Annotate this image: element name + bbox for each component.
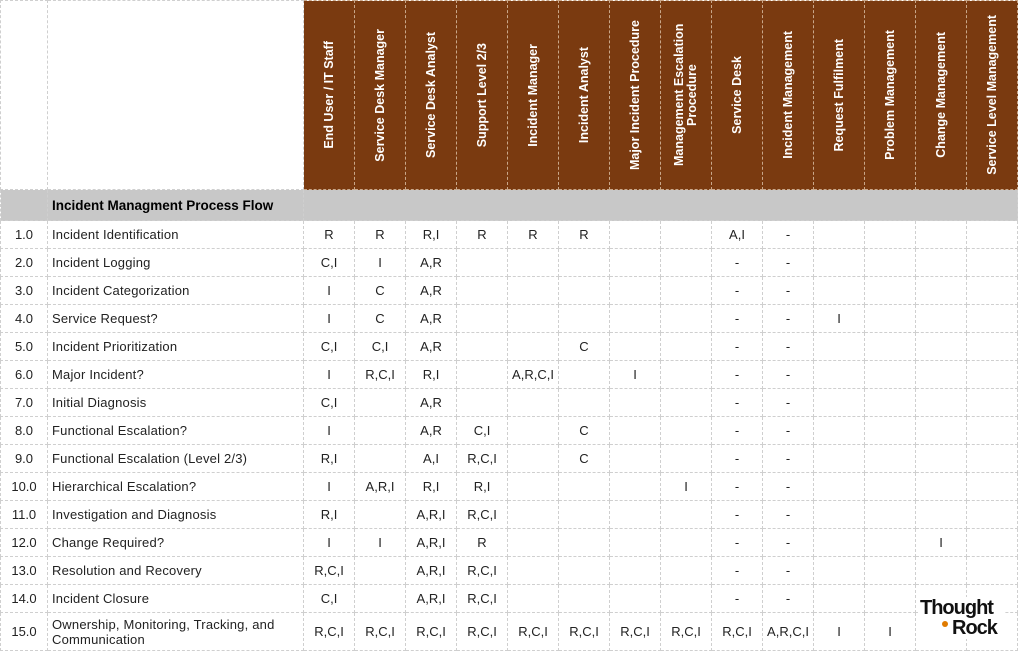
raci-cell [967,501,1018,529]
role-header-row [1,1,1018,190]
raci-cell: A,I [406,445,457,473]
raci-cell [559,585,610,613]
raci-cell [967,417,1018,445]
raci-cell: - [712,333,763,361]
role-header-label: Incident Analyst [576,46,591,144]
raci-cell: I [304,473,355,501]
raci-cell [967,445,1018,473]
table-row [1,557,1018,585]
task-name: Incident Closure [48,585,304,613]
raci-cell [865,585,916,613]
raci-cell: - [712,557,763,585]
task-name: Service Request? [48,305,304,333]
raci-cell: A,R [406,417,457,445]
raci-cell: C [559,445,610,473]
raci-cell: I [355,529,406,557]
task-name: Incident Logging [48,249,304,277]
raci-cell [559,529,610,557]
task-name: Major Incident? [48,361,304,389]
raci-cell [865,501,916,529]
raci-cell [916,445,967,473]
raci-cell [661,361,712,389]
role-header [457,1,508,190]
step-number: 15.0 [1,613,48,651]
raci-cell: R,C,I [457,501,508,529]
raci-cell: - [763,249,814,277]
raci-cell: R,I [406,361,457,389]
step-number: 6.0 [1,361,48,389]
role-header-label: Change Management [933,32,948,158]
raci-cell: A,R [406,277,457,305]
raci-cell: R,C,I [355,361,406,389]
raci-cell [508,389,559,417]
role-header-label: Service Desk [729,56,744,134]
task-name: Functional Escalation (Level 2/3) [48,445,304,473]
role-header-label: Request Fulfilment [831,38,846,152]
raci-cell: R [559,221,610,249]
raci-cell: R,I [304,501,355,529]
raci-cell [355,501,406,529]
role-header [814,1,865,190]
step-number: 1.0 [1,221,48,249]
raci-cell [814,585,865,613]
section-num-cell [1,190,48,221]
raci-cell: C,I [457,417,508,445]
raci-cell: I [916,529,967,557]
task-name: Resolution and Recovery [48,557,304,585]
raci-cell [559,249,610,277]
raci-cell [916,361,967,389]
raci-cell [610,277,661,305]
step-number: 13.0 [1,557,48,585]
raci-cell [610,249,661,277]
role-header [559,1,610,190]
raci-cell [508,333,559,361]
raci-cell [610,501,661,529]
raci-cell [967,529,1018,557]
raci-cell: A,R [406,333,457,361]
raci-cell [661,585,712,613]
raci-cell [508,501,559,529]
raci-cell: A,R,C,I [763,613,814,651]
role-header [865,1,916,190]
role-header [406,1,457,190]
raci-cell [661,417,712,445]
raci-cell: R,C,I [457,613,508,651]
raci-cell [661,277,712,305]
raci-cell: - [712,249,763,277]
raci-cell [355,557,406,585]
raci-cell: - [763,473,814,501]
raci-cell: R,C,I [661,613,712,651]
raci-cell [610,389,661,417]
raci-cell: R [508,221,559,249]
section-fill [304,190,1018,221]
raci-cell [610,305,661,333]
header-corner-num [1,1,48,190]
raci-cell: - [763,305,814,333]
raci-cell [661,305,712,333]
raci-cell [814,501,865,529]
raci-cell: I [814,613,865,651]
raci-cell [457,277,508,305]
raci-cell [559,277,610,305]
task-name: Change Required? [48,529,304,557]
raci-cell [967,277,1018,305]
raci-cell: - [712,445,763,473]
raci-cell [865,333,916,361]
step-number: 2.0 [1,249,48,277]
raci-cell: I [355,249,406,277]
step-number: 10.0 [1,473,48,501]
raci-cell [661,501,712,529]
raci-cell: I [814,305,865,333]
raci-cell: - [712,361,763,389]
raci-cell: - [712,473,763,501]
role-header-label: Incident Management [780,31,795,159]
step-number: 12.0 [1,529,48,557]
raci-cell: A,R,I [406,585,457,613]
raci-cell: I [304,277,355,305]
raci-cell: R,C,I [508,613,559,651]
raci-cell [814,221,865,249]
raci-cell [610,445,661,473]
table-row [1,305,1018,333]
raci-cell [916,333,967,361]
raci-cell: - [763,333,814,361]
raci-cell: R,C,I [406,613,457,651]
role-header-label: Incident Manager [525,43,540,147]
raci-cell: - [763,361,814,389]
role-header-label: Management Escalation Procedure [672,23,699,167]
raci-cell: R [355,221,406,249]
step-number: 8.0 [1,417,48,445]
raci-cell: - [763,389,814,417]
raci-cell: C,I [304,249,355,277]
raci-cell [916,277,967,305]
raci-cell: R,C,I [559,613,610,651]
raci-cell [967,333,1018,361]
role-header [661,1,712,190]
role-header [508,1,559,190]
logo-line1: Thought [920,597,993,619]
role-header-label: Support Level 2/3 [474,42,489,148]
raci-cell [865,445,916,473]
table-row [1,249,1018,277]
step-number: 7.0 [1,389,48,417]
raci-cell [508,277,559,305]
raci-cell: - [763,445,814,473]
raci-cell [559,305,610,333]
raci-cell [457,389,508,417]
task-name: Functional Escalation? [48,417,304,445]
task-name: Investigation and Diagnosis [48,501,304,529]
raci-cell: R,C,I [610,613,661,651]
role-header-label: Service Level Management [984,15,999,175]
raci-cell: I [304,529,355,557]
raci-cell [355,417,406,445]
raci-cell: C [355,305,406,333]
role-header-label: Problem Management [882,30,897,160]
raci-cell: C,I [355,333,406,361]
raci-cell: I [610,361,661,389]
raci-cell [661,333,712,361]
raci-cell [967,221,1018,249]
raci-cell: R,I [304,445,355,473]
role-header-label: End User / IT Staff [321,41,336,149]
raci-cell [814,417,865,445]
role-header [712,1,763,190]
raci-cell: I [304,361,355,389]
raci-cell [457,249,508,277]
raci-cell: I [865,613,916,651]
raci-cell: R,I [457,473,508,501]
raci-cell: - [712,417,763,445]
role-header [355,1,406,190]
step-number: 14.0 [1,585,48,613]
task-name: Ownership, Monitoring, Tracking, and Communication [48,613,304,651]
raci-cell [865,277,916,305]
table-row [1,389,1018,417]
raci-cell: R [457,529,508,557]
raci-cell [610,417,661,445]
raci-cell [814,249,865,277]
raci-cell [865,305,916,333]
raci-cell [814,333,865,361]
raci-cell: R,C,I [457,445,508,473]
raci-cell: R,C,I [457,585,508,613]
raci-cell [865,389,916,417]
raci-cell: - [763,417,814,445]
raci-cell: - [763,221,814,249]
task-name: Hierarchical Escalation? [48,473,304,501]
role-header [610,1,661,190]
raci-cell: - [712,501,763,529]
raci-cell: A,I [712,221,763,249]
raci-cell: - [763,557,814,585]
raci-cell [508,585,559,613]
table-row [1,445,1018,473]
logo-line2: Rock [952,617,997,639]
raci-cell: A,R,I [406,501,457,529]
raci-cell: R [304,221,355,249]
table-row [1,277,1018,305]
raci-cell [457,305,508,333]
role-header-label: Service Desk Analyst [423,31,438,158]
raci-cell: C [559,333,610,361]
raci-cell: - [712,389,763,417]
raci-cell [865,473,916,501]
raci-cell [610,557,661,585]
raci-cell [508,557,559,585]
raci-cell [661,557,712,585]
raci-cell: I [304,417,355,445]
raci-cell: - [712,277,763,305]
logo-dot [942,621,948,627]
section-title: Incident Managment Process Flow [48,190,304,221]
raci-cell [610,221,661,249]
raci-cell [508,529,559,557]
raci-cell: - [763,529,814,557]
raci-cell [814,361,865,389]
raci-cell: R,C,I [457,557,508,585]
raci-cell [814,389,865,417]
role-header [967,1,1018,190]
raci-cell [610,473,661,501]
step-number: 9.0 [1,445,48,473]
raci-cell [916,221,967,249]
raci-cell [814,277,865,305]
raci-cell: R,I [406,221,457,249]
raci-cell: C,I [304,333,355,361]
raci-cell: - [712,305,763,333]
step-number: 11.0 [1,501,48,529]
table-row [1,417,1018,445]
raci-cell [508,249,559,277]
raci-cell: I [661,473,712,501]
raci-cell: A,R,I [355,473,406,501]
raci-cell [967,361,1018,389]
raci-cell: A,R [406,249,457,277]
table-row [1,529,1018,557]
task-name: Incident Identification [48,221,304,249]
raci-cell [916,305,967,333]
raci-cell: C [355,277,406,305]
raci-cell [814,529,865,557]
raci-cell [661,529,712,557]
role-header [916,1,967,190]
raci-cell: A,R [406,389,457,417]
table-row [1,585,1018,613]
raci-cell [661,249,712,277]
raci-cell [865,221,916,249]
raci-cell [916,417,967,445]
raci-cell [865,557,916,585]
task-name: Incident Categorization [48,277,304,305]
role-header [763,1,814,190]
step-number: 3.0 [1,277,48,305]
raci-cell [508,417,559,445]
raci-cell [865,249,916,277]
raci-cell [355,585,406,613]
raci-cell [814,557,865,585]
raci-cell: R,C,I [712,613,763,651]
raci-cell [508,445,559,473]
raci-cell [967,557,1018,585]
step-number: 5.0 [1,333,48,361]
raci-cell [610,333,661,361]
raci-cell [967,305,1018,333]
section-row [1,190,1018,221]
table-row [1,613,1018,651]
raci-cell [661,389,712,417]
raci-cell: R [457,221,508,249]
raci-cell: A,R,I [406,529,457,557]
raci-cell: C,I [304,389,355,417]
raci-cell: A,R,I [406,557,457,585]
raci-cell [355,389,406,417]
raci-cell [865,417,916,445]
raci-cell: I [304,305,355,333]
raci-cell [559,389,610,417]
raci-cell: - [763,277,814,305]
raci-cell: R,C,I [304,557,355,585]
raci-cell: R,I [406,473,457,501]
raci-cell [355,445,406,473]
raci-cell [814,445,865,473]
raci-cell [967,473,1018,501]
raci-cell: - [712,529,763,557]
raci-cell [661,445,712,473]
role-header [304,1,355,190]
task-name: Incident Prioritization [48,333,304,361]
raci-cell: C [559,417,610,445]
raci-cell [559,473,610,501]
raci-cell [916,557,967,585]
raci-cell [508,305,559,333]
raci-cell [559,361,610,389]
raci-cell [457,333,508,361]
raci-cell [661,221,712,249]
thoughtrock-logo [918,597,1004,639]
raci-cell: R,C,I [304,613,355,651]
raci-cell [916,501,967,529]
table-row [1,361,1018,389]
raci-cell [610,529,661,557]
raci-cell: - [712,585,763,613]
raci-cell: - [763,501,814,529]
role-header-label: Service Desk Manager [372,28,387,162]
raci-cell [916,389,967,417]
raci-cell [559,501,610,529]
raci-cell [457,361,508,389]
header-corner-task [48,1,304,190]
raci-cell: R,C,I [355,613,406,651]
task-name: Initial Diagnosis [48,389,304,417]
raci-cell [610,585,661,613]
table-row [1,221,1018,249]
raci-cell [508,473,559,501]
raci-cell [865,529,916,557]
raci-cell [559,557,610,585]
raci-cell [916,473,967,501]
raci-cell [865,361,916,389]
step-number: 4.0 [1,305,48,333]
table-row [1,333,1018,361]
raci-cell: C,I [304,585,355,613]
raci-cell: A,R,C,I [508,361,559,389]
raci-cell [814,473,865,501]
table-row [1,501,1018,529]
raci-cell [916,249,967,277]
raci-cell: A,R [406,305,457,333]
raci-cell [967,249,1018,277]
raci-cell [967,389,1018,417]
role-header-label: Major Incident Procedure [627,19,642,171]
raci-cell: - [763,585,814,613]
table-row [1,473,1018,501]
